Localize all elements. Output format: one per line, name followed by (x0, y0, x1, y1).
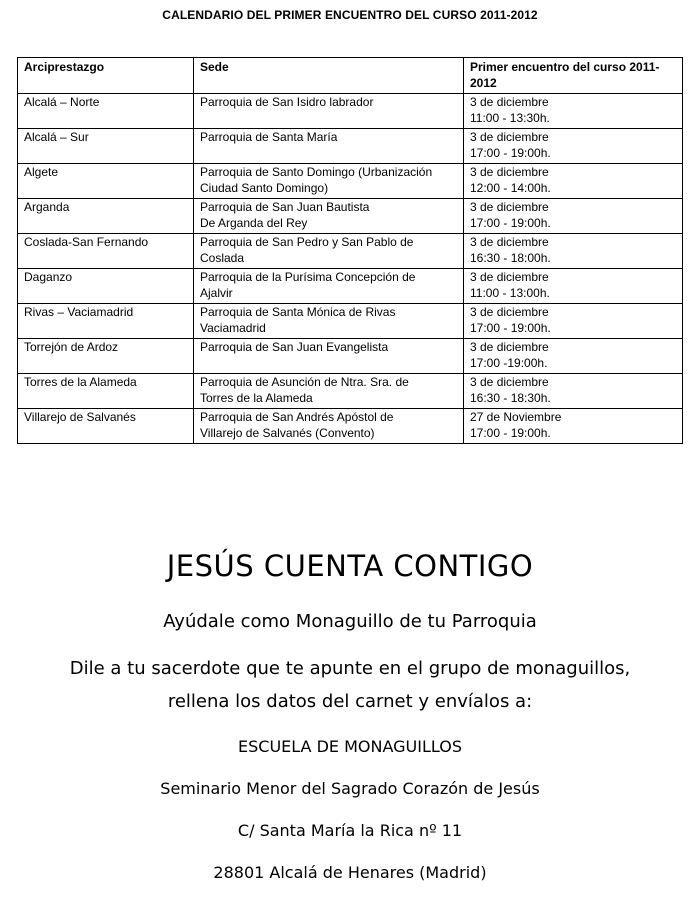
table-row (18, 409, 683, 444)
cell-fecha: 3 de diciembre 17:00 - 19:00h. (464, 304, 683, 339)
table-row (18, 304, 683, 339)
header-arciprestazgo: Arciprestazgo (18, 58, 194, 94)
cell-fecha: 3 de diciembre 12:00 - 14:00h. (464, 164, 683, 199)
cell-arciprestazgo: Alcalá – Norte (18, 94, 194, 129)
address-institution: Seminario Menor del Sagrado Corazón de Jesús (160, 779, 540, 798)
cell-arciprestazgo: Arganda (18, 199, 194, 234)
cell-fecha: 27 de Noviembre 17:00 - 19:00h. (464, 409, 683, 444)
cell-sede: Parroquia de San Juan Bautista De Arganda del Rey (194, 199, 464, 234)
flyer-subtitle: Ayúdale como Monaguillo de tu Parroquia (163, 611, 537, 632)
cell-fecha: 3 de diciembre 17:00 - 19:00h. (464, 129, 683, 164)
table-row (18, 339, 683, 374)
table-row (18, 129, 683, 164)
flyer-instruction-line-1: Dile a tu sacerdote que te apunte en el grupo de monaguillos, (69, 658, 631, 679)
cell-arciprestazgo: Torres de la Alameda (18, 374, 194, 409)
cell-fecha: 3 de diciembre 11:00 - 13:00h. (464, 269, 683, 304)
table-row (18, 94, 683, 129)
cell-sede: Parroquia de San Juan Evangelista (194, 339, 464, 374)
cell-sede: Parroquia de Santa María (194, 129, 464, 164)
document-title: CALENDARIO DEL PRIMER ENCUENTRO DEL CURSO 2011-2012 (162, 8, 538, 22)
header-primer-encuentro: Primer encuentro del curso 2011- 2012 (464, 58, 683, 94)
cell-sede: Parroquia de San Andrés Apóstol de Villarejo de Salvanés (Convento) (194, 409, 464, 444)
cell-sede: Parroquia de San Isidro labrador (194, 94, 464, 129)
flyer-headline: JESÚS CUENTA CONTIGO (166, 549, 534, 583)
table-row (18, 269, 683, 304)
schedule-table (17, 57, 683, 444)
cell-sede: Parroquia de la Purísima Concepción de Ajalvir (194, 269, 464, 304)
table-row (18, 164, 683, 199)
cell-arciprestazgo: Alcalá – Sur (18, 129, 194, 164)
flyer-instruction-line-2: rellena los datos del carnet y envíalos a: (167, 691, 533, 712)
cell-fecha: 3 de diciembre 17:00 -19:00h. (464, 339, 683, 374)
cell-fecha: 3 de diciembre 11:00 - 13:30h. (464, 94, 683, 129)
cell-sede: Parroquia de Santa Mónica de Rivas Vaciamadrid (194, 304, 464, 339)
cell-arciprestazgo: Daganzo (18, 269, 194, 304)
cell-fecha: 3 de diciembre 16:30 - 18:00h. (464, 234, 683, 269)
cell-fecha: 3 de diciembre 16:30 - 18:30h. (464, 374, 683, 409)
table-header-row (18, 58, 683, 94)
cell-arciprestazgo: Algete (18, 164, 194, 199)
address-name: ESCUELA DE MONAGUILLOS (238, 737, 462, 756)
cell-sede: Parroquia de Asunción de Ntra. Sra. de Torres de la Alameda (194, 374, 464, 409)
cell-sede: Parroquia de Santo Domingo (Urbanización Ciudad Santo Domingo) (194, 164, 464, 199)
address-street: C/ Santa María la Rica nº 11 (237, 821, 463, 840)
table-row (18, 199, 683, 234)
address-city: 28801 Alcalá de Henares (Madrid) (213, 863, 487, 882)
table-row (18, 234, 683, 269)
cell-arciprestazgo: Villarejo de Salvanés (18, 409, 194, 444)
cell-arciprestazgo: Torrejón de Ardoz (18, 339, 194, 374)
cell-sede: Parroquia de San Pedro y San Pablo de Coslada (194, 234, 464, 269)
table-row (18, 374, 683, 409)
header-sede: Sede (194, 58, 464, 94)
cell-arciprestazgo: Rivas – Vaciamadrid (18, 304, 194, 339)
cell-fecha: 3 de diciembre 17:00 - 19:00h. (464, 199, 683, 234)
cell-arciprestazgo: Coslada-San Fernando (18, 234, 194, 269)
